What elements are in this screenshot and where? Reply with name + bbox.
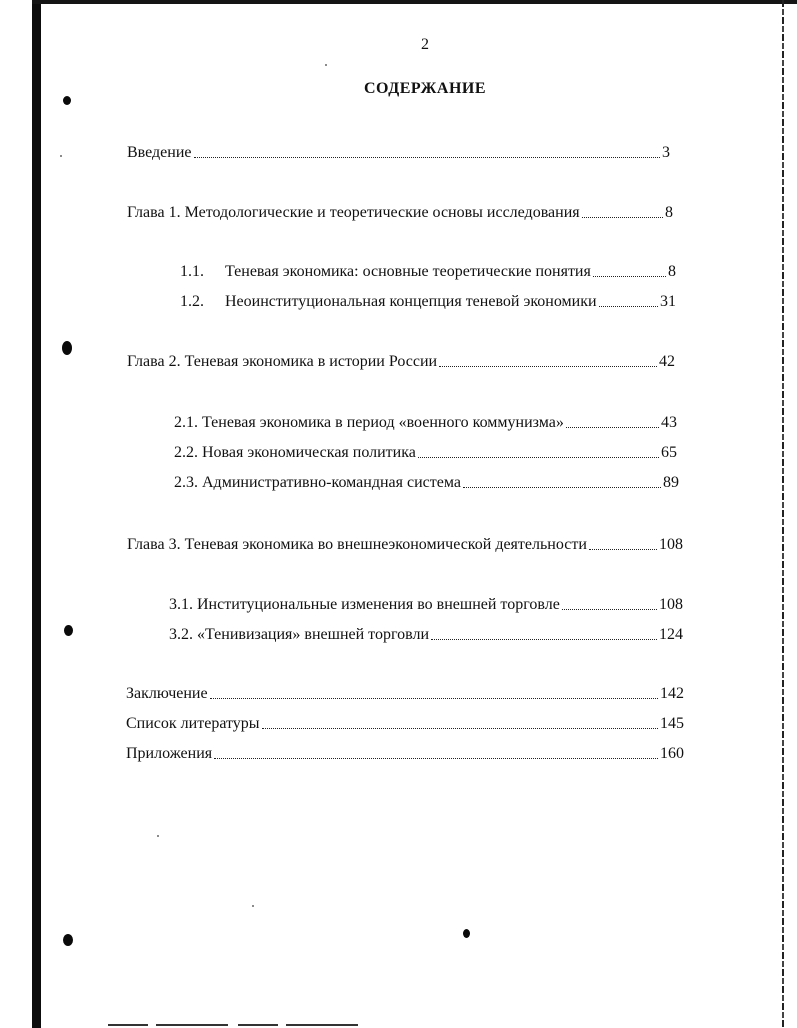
punch-hole-3 <box>64 625 73 636</box>
leader-dots <box>463 487 661 488</box>
toc-entry-page: 31 <box>660 293 676 310</box>
toc-entry-text: Теневая экономика: основные теоретические понятия <box>225 263 591 280</box>
toc-entry-text: Глава 1. Методологические и теоретические основы исследования <box>127 204 580 221</box>
toc-entry-page: 42 <box>659 353 675 370</box>
toc-entry-chapter-3[interactable] <box>127 535 683 555</box>
leader-dots <box>566 427 659 428</box>
page-number: 2 <box>421 36 429 53</box>
toc-entry-page: 8 <box>668 263 676 280</box>
speck <box>157 835 159 837</box>
toc-entry-text: Глава 2. Теневая экономика в истории России <box>127 353 438 370</box>
leader-dots <box>431 639 657 640</box>
toc-entry-text: Глава 3. Теневая экономика во внешнеэкономической деятельности <box>127 536 587 553</box>
toc-entry-page: 160 <box>660 745 684 762</box>
toc-entry-references[interactable] <box>126 714 684 734</box>
scan-top-edge <box>32 0 797 4</box>
toc-entry-text: Заключение <box>126 685 208 702</box>
speck <box>325 64 327 66</box>
toc-entry-page: 145 <box>660 715 684 732</box>
leader-dots <box>214 758 658 759</box>
toc-entry-text: 3.2. «Тенивизация» внешней торговли <box>169 626 430 643</box>
punch-hole-4 <box>63 934 73 946</box>
toc-entry-section-2-3[interactable] <box>174 473 679 493</box>
toc-entry-appendices[interactable] <box>126 744 684 764</box>
toc-entry-page: 8 <box>665 204 673 221</box>
toc-entry-conclusion[interactable] <box>126 684 684 704</box>
toc-entry-text: 3.1. Институциональные изменения во внешней торговле <box>169 596 560 613</box>
punch-hole-2 <box>62 341 72 355</box>
toc-entry-text: Введение <box>127 144 192 161</box>
leader-dots <box>194 157 661 158</box>
toc-entry-section-2-1[interactable] <box>174 413 677 433</box>
toc-entry-section-3-1[interactable] <box>169 595 683 615</box>
toc-entry-text: 2.1. Теневая экономика в период «военного коммунизма» <box>174 414 564 431</box>
toc-entry-page: 108 <box>659 536 683 553</box>
toc-entry-chapter-2[interactable] <box>127 352 675 372</box>
scan-left-edge <box>32 0 41 1028</box>
toc-entry-page: 124 <box>659 626 683 643</box>
toc-entry-text: 2.3. Административно-командная система <box>174 474 461 491</box>
toc-entry-page: 43 <box>661 414 677 431</box>
ink-blot <box>463 929 470 938</box>
leader-dots <box>210 698 658 699</box>
toc-entry-text: Список литературы <box>126 715 260 732</box>
toc-entry-page: 108 <box>659 596 683 613</box>
toc-entry-text: Неоинституциональная концепция теневой экономики <box>225 293 597 310</box>
toc-entry-number: 1.1. <box>180 263 204 280</box>
leader-dots <box>589 549 657 550</box>
leader-dots <box>262 728 658 729</box>
leader-dots <box>599 306 658 307</box>
leader-dots <box>562 609 657 610</box>
leader-dots <box>582 217 663 218</box>
toc-entry-text: 2.2. Новая экономическая политика <box>174 444 416 461</box>
toc-entry-page: 142 <box>660 685 684 702</box>
toc-entry-section-1-2[interactable] <box>180 292 676 312</box>
toc-entry-page: 89 <box>663 474 679 491</box>
toc-entry-section-1-1[interactable] <box>180 262 676 282</box>
toc-entry-page: 65 <box>661 444 677 461</box>
toc-entry-chapter-1[interactable] <box>127 203 673 223</box>
page-title: СОДЕРЖАНИЕ <box>363 80 487 97</box>
leader-dots <box>593 276 666 277</box>
toc-entry-intro[interactable] <box>127 143 670 163</box>
toc-entry-section-2-2[interactable] <box>174 443 677 463</box>
toc-entry-section-3-2[interactable] <box>169 625 683 645</box>
toc-entry-page: 3 <box>662 144 670 161</box>
scan-right-edge <box>782 0 784 1028</box>
toc-entry-text: Приложения <box>126 745 213 762</box>
speck <box>252 905 254 907</box>
scan-bottom-edge <box>108 1024 358 1026</box>
toc-entry-number: 1.2. <box>180 293 204 310</box>
leader-dots <box>439 366 657 367</box>
speck <box>60 155 62 157</box>
leader-dots <box>418 457 659 458</box>
